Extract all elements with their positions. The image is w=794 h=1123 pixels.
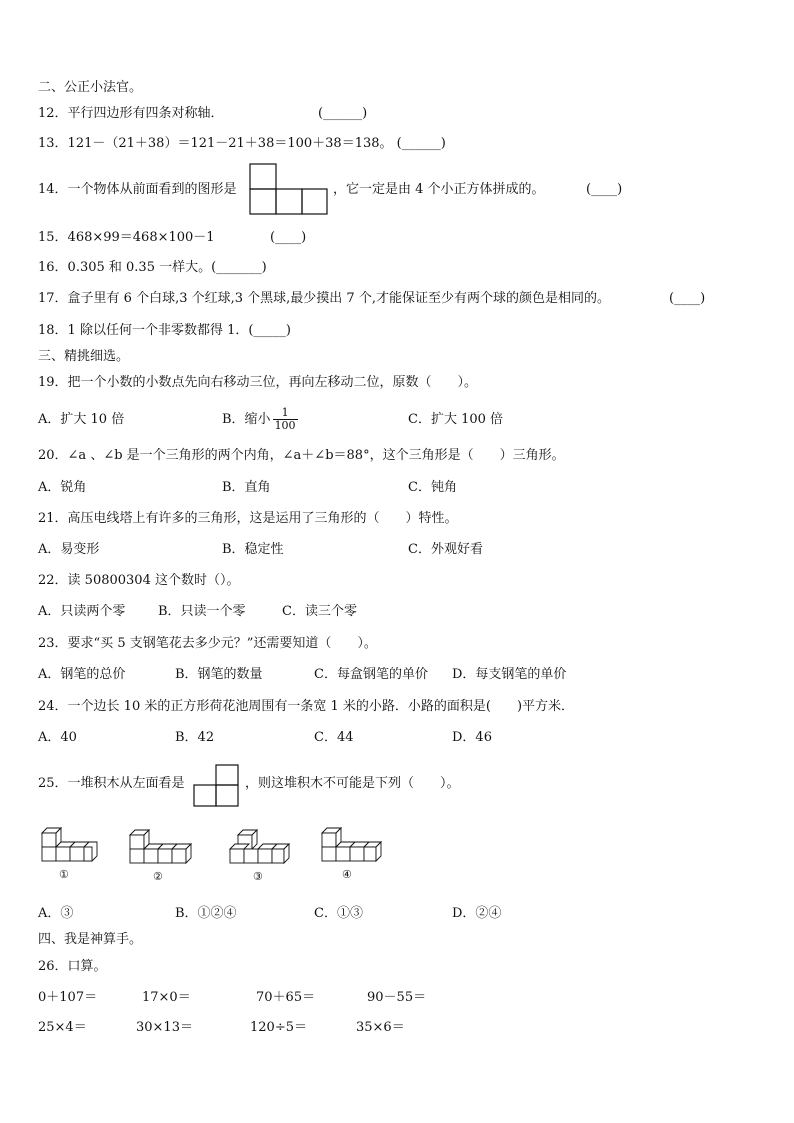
block-figure-3 <box>228 828 292 876</box>
question-25-suffix: ，则这堆积木不可能是下列（ ）。 <box>245 776 460 791</box>
q24-option-a[interactable]: A．40 <box>38 730 77 745</box>
q19-option-b-label: B．缩小 <box>222 412 271 427</box>
left-view-figure <box>193 764 241 808</box>
q19-option-c[interactable]: C．扩大 100 倍 <box>408 412 504 427</box>
q20-option-c[interactable]: C．钝角 <box>408 480 457 495</box>
question-16 <box>38 260 267 276</box>
block-figure-1-caption: ① <box>59 868 69 881</box>
question-24-text: 24．一个边长 10 米的正方形荷花池周围有一条宽 1 米的小路．小路的面积是( )平方米． <box>38 699 575 714</box>
q22-option-b[interactable]: B．只读一个零 <box>158 604 246 619</box>
q23-option-a[interactable]: A．钢笔的总价 <box>38 667 126 682</box>
fraction <box>273 407 298 432</box>
question-16-answer-blank[interactable]: (_______) <box>211 260 267 275</box>
fraction-denominator: 100 <box>274 419 296 432</box>
question-25-prefix: 25．一堆积木从左面看是 <box>38 776 185 791</box>
mental-math-item: 90－55＝ <box>367 990 427 1005</box>
question-18 <box>38 323 291 339</box>
q25-option-d[interactable]: D．②④ <box>452 906 502 921</box>
q23-option-c[interactable]: C．每盒钢笔的单价 <box>314 667 428 682</box>
question-12-answer-blank[interactable]: (______) <box>318 106 368 121</box>
question-13-text: 13．121－（21＋38）＝121－21＋38＝100＋38＝138。 <box>38 136 393 151</box>
question-13 <box>38 136 446 152</box>
q20-option-a[interactable]: A．锐角 <box>38 480 87 495</box>
mental-math-item: 35×6＝ <box>356 1020 405 1035</box>
question-12 <box>38 106 224 122</box>
block-figure-4 <box>320 826 384 874</box>
block-figure-1 <box>40 826 102 874</box>
question-22-text: 22．读 50800304 这个数时（）。 <box>38 573 240 588</box>
q25-option-a[interactable]: A．③ <box>38 906 74 921</box>
question-20-text: 20．∠a 、∠b 是一个三角形的两个内角，∠a＋∠b＝88°，这个三角形是（ ）三角形。 <box>38 448 565 463</box>
question-12-text: 12．平行四边形有四条对称轴． <box>38 106 224 121</box>
mental-math-item: 70＋65＝ <box>256 990 316 1005</box>
mental-math-item: 0＋107＝ <box>38 990 98 1005</box>
question-18-answer-blank[interactable]: (_____) <box>248 323 292 338</box>
question-13-answer-blank[interactable]: (______) <box>396 136 446 151</box>
q22-option-a[interactable]: A．只读两个零 <box>38 604 126 619</box>
mental-math-item: 120÷5＝ <box>250 1020 307 1035</box>
q24-option-b[interactable]: B．42 <box>175 730 215 745</box>
q21-option-a[interactable]: A．易变形 <box>38 542 100 557</box>
question-14-answer-blank[interactable]: (____) <box>586 182 623 197</box>
mental-math-item: 17×0＝ <box>142 990 191 1005</box>
question-15-answer-blank[interactable]: (____) <box>270 230 307 245</box>
question-23-text: 23．要求“买 5 支钢笔花去多少元？”还需要知道（ ）。 <box>38 636 377 651</box>
q24-option-d[interactable]: D．46 <box>452 730 492 745</box>
question-14-prefix: 14．一个物体从前面看到的图形是 <box>38 182 237 197</box>
question-18-text: 18．1 除以任何一个非零数都得 1． <box>38 323 249 338</box>
q19-option-a[interactable]: A．扩大 10 倍 <box>38 412 125 427</box>
question-26-title: 26．口算。 <box>38 959 107 974</box>
question-15-text: 15．468×99＝468×100－1 <box>38 230 215 245</box>
question-14-suffix: ，它一定是由 4 个小正方体拼成的。 <box>333 182 545 197</box>
block-figure-3-caption: ③ <box>253 870 263 883</box>
front-view-figure <box>249 163 329 215</box>
q25-option-b[interactable]: B．①②④ <box>175 906 237 921</box>
mental-math-item: 30×13＝ <box>136 1020 193 1035</box>
q22-option-c[interactable]: C．读三个零 <box>282 604 357 619</box>
section-4-heading: 四、我是神算手。 <box>38 932 143 947</box>
q19-option-b[interactable] <box>222 400 298 440</box>
fraction-numerator: 1 <box>273 407 298 420</box>
question-21-text: 21．高压电线塔上有许多的三角形，这是运用了三角形的（ ）特性。 <box>38 511 458 526</box>
block-figure-4-caption: ④ <box>342 868 352 881</box>
q23-option-d[interactable]: D．每支钢笔的单价 <box>452 667 567 682</box>
mental-math-item: 25×4＝ <box>38 1020 87 1035</box>
section-3-heading: 三、精挑细选。 <box>38 349 130 364</box>
question-17-answer-blank[interactable]: (____) <box>669 291 706 306</box>
q24-option-c[interactable]: C．44 <box>314 730 354 745</box>
q20-option-b[interactable]: B．直角 <box>222 480 271 495</box>
question-17-text: 17．盒子里有 6 个白球,3 个红球,3 个黑球,最少摸出 7 个,才能保证至少有两个球的颜色是相同的。 <box>38 291 610 306</box>
block-figure-2 <box>128 828 194 876</box>
question-19-text: 19．把一个小数的小数点先向右移动三位，再向左移动二位，原数（ ）。 <box>38 375 478 390</box>
question-16-text: 16．0.305 和 0.35 一样大。 <box>38 260 212 275</box>
q21-option-b[interactable]: B．稳定性 <box>222 542 284 557</box>
q21-option-c[interactable]: C．外观好看 <box>408 542 483 557</box>
section-2-heading: 二、公正小法官。 <box>38 80 143 95</box>
block-figure-2-caption: ② <box>153 870 163 883</box>
q25-option-c[interactable]: C．①③ <box>314 906 363 921</box>
q23-option-b[interactable]: B．钢笔的数量 <box>175 667 263 682</box>
